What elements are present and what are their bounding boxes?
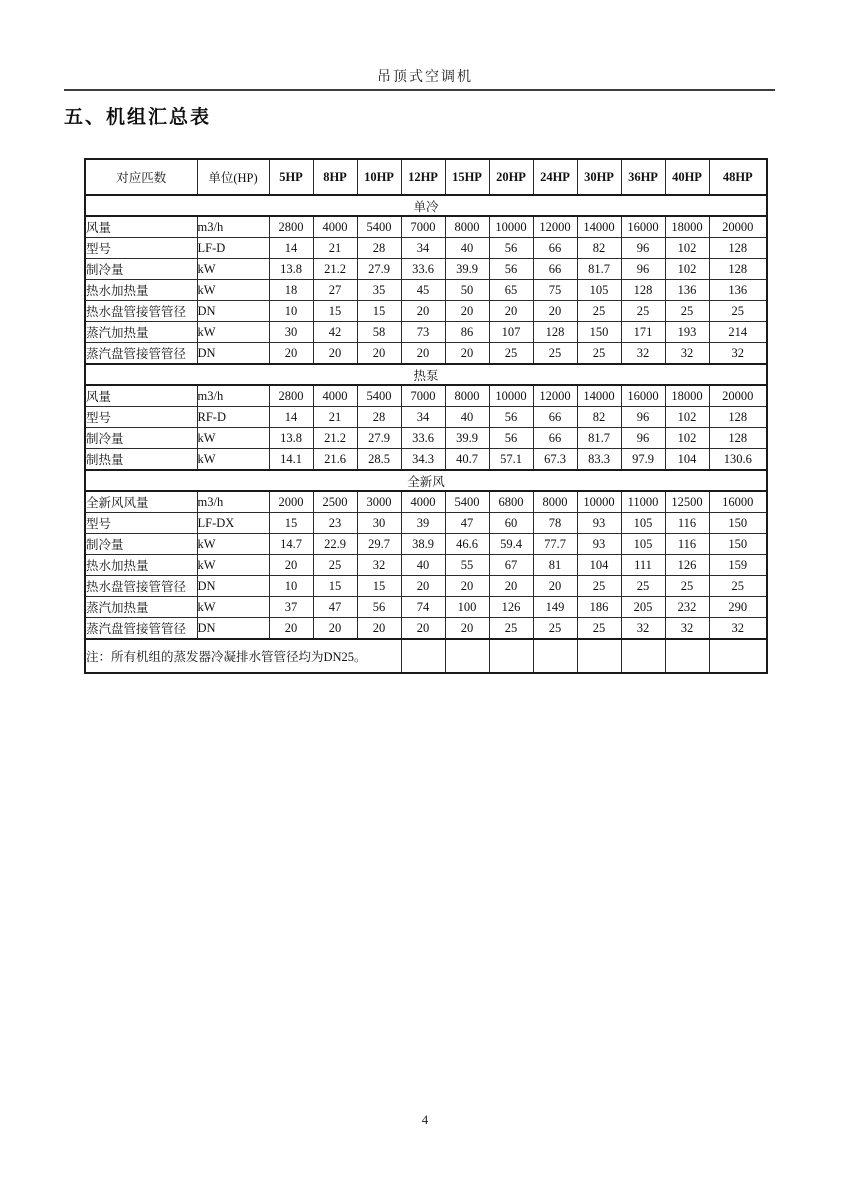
value-cell: 128 [621,280,665,301]
data-row [85,513,767,534]
section-title-row [85,470,767,491]
row-label-cell: 制热量 [85,449,197,471]
value-cell: 25 [577,343,621,365]
hp-column-header: 8HP [313,159,357,195]
value-cell: 12000 [533,216,577,238]
summary-table-container [84,158,768,674]
value-cell: 20 [357,618,401,640]
value-cell: 10000 [489,216,533,238]
value-cell: 16000 [621,216,665,238]
value-cell: 59.4 [489,534,533,555]
value-cell: 56 [489,428,533,449]
value-cell: 5400 [445,491,489,513]
value-cell: 128 [709,407,767,428]
value-cell: 15 [269,513,313,534]
value-cell: 10000 [577,491,621,513]
value-cell: 232 [665,597,709,618]
value-cell: 102 [665,259,709,280]
section-title-cell: 全新风 [85,470,767,491]
value-cell: 104 [665,449,709,471]
value-cell: 2800 [269,385,313,407]
value-cell: 7000 [401,385,445,407]
value-cell: 18 [269,280,313,301]
value-cell: 20 [269,555,313,576]
row-label-cell: 热水盘管接管管径 [85,576,197,597]
value-cell: 14.7 [269,534,313,555]
value-cell: 102 [665,407,709,428]
value-cell: 86 [445,322,489,343]
value-cell: 97.9 [621,449,665,471]
value-cell: 5400 [357,385,401,407]
value-cell: 126 [489,597,533,618]
row-unit-cell: LF-D [197,238,269,259]
value-cell: 2500 [313,491,357,513]
data-row [85,407,767,428]
value-cell: 81.7 [577,259,621,280]
row-label-cell: 制冷量 [85,428,197,449]
value-cell: 29.7 [357,534,401,555]
value-cell: 116 [665,534,709,555]
value-cell: 13.8 [269,259,313,280]
value-cell: 32 [665,618,709,640]
value-cell: 25 [665,576,709,597]
value-cell: 21 [313,407,357,428]
value-cell: 193 [665,322,709,343]
value-cell: 128 [709,428,767,449]
value-cell: 25 [489,618,533,640]
value-cell: 27.9 [357,259,401,280]
data-row [85,597,767,618]
value-cell: 20 [445,343,489,365]
value-cell: 20 [445,618,489,640]
value-cell: 20 [445,301,489,322]
row-unit-cell: kW [197,534,269,555]
value-cell: 15 [357,576,401,597]
row-label-cell: 制冷量 [85,259,197,280]
row-label-cell: 蒸汽盘管接管管径 [85,343,197,365]
note-empty-cell [489,639,533,673]
value-cell: 10 [269,301,313,322]
value-cell: 21.2 [313,259,357,280]
hp-column-header: 5HP [269,159,313,195]
value-cell: 32 [357,555,401,576]
row-label-cell: 型号 [85,407,197,428]
value-cell: 78 [533,513,577,534]
value-cell: 2000 [269,491,313,513]
value-cell: 57.1 [489,449,533,471]
value-cell: 105 [621,534,665,555]
value-cell: 60 [489,513,533,534]
value-cell: 10000 [489,385,533,407]
note-empty-cell [665,639,709,673]
header-label-cell: 对应匹数 [85,159,197,195]
value-cell: 20 [401,301,445,322]
row-unit-cell: kW [197,280,269,301]
data-row [85,428,767,449]
value-cell: 12000 [533,385,577,407]
data-row [85,343,767,365]
page-number: 4 [421,1112,429,1127]
value-cell: 96 [621,238,665,259]
hp-column-header: 36HP [621,159,665,195]
value-cell: 136 [665,280,709,301]
data-row [85,491,767,513]
value-cell: 25 [665,301,709,322]
value-cell: 18000 [665,385,709,407]
data-row [85,555,767,576]
value-cell: 65 [489,280,533,301]
row-label-cell: 制冷量 [85,534,197,555]
row-label-cell: 热水加热量 [85,555,197,576]
value-cell: 14000 [577,216,621,238]
value-cell: 81.7 [577,428,621,449]
row-label-cell: 热水盘管接管管径 [85,301,197,322]
value-cell: 50 [445,280,489,301]
value-cell: 20 [401,343,445,365]
value-cell: 25 [489,343,533,365]
data-row [85,576,767,597]
value-cell: 20 [401,576,445,597]
value-cell: 83.3 [577,449,621,471]
value-cell: 28 [357,407,401,428]
value-cell: 25 [621,301,665,322]
row-unit-cell: DN [197,618,269,640]
row-unit-cell: RF-D [197,407,269,428]
value-cell: 33.6 [401,428,445,449]
value-cell: 10 [269,576,313,597]
value-cell: 20 [357,343,401,365]
value-cell: 56 [489,259,533,280]
value-cell: 150 [709,513,767,534]
row-unit-cell: DN [197,301,269,322]
row-unit-cell: kW [197,555,269,576]
value-cell: 28 [357,238,401,259]
value-cell: 56 [489,407,533,428]
value-cell: 20000 [709,216,767,238]
value-cell: 32 [709,618,767,640]
value-cell: 128 [709,238,767,259]
value-cell: 18000 [665,216,709,238]
value-cell: 25 [313,555,357,576]
value-cell: 74 [401,597,445,618]
value-cell: 67 [489,555,533,576]
value-cell: 96 [621,428,665,449]
value-cell: 16000 [621,385,665,407]
value-cell: 34 [401,238,445,259]
table-header-row [85,159,767,195]
value-cell: 32 [665,343,709,365]
note-row [85,639,767,673]
value-cell: 56 [489,238,533,259]
data-row [85,534,767,555]
hp-column-header: 12HP [401,159,445,195]
row-unit-cell: kW [197,259,269,280]
value-cell: 15 [313,301,357,322]
value-cell: 13.8 [269,428,313,449]
value-cell: 20 [489,576,533,597]
value-cell: 100 [445,597,489,618]
value-cell: 20 [445,576,489,597]
value-cell: 32 [621,618,665,640]
value-cell: 7000 [401,216,445,238]
table-body [85,195,767,673]
header-rule [64,89,775,91]
row-unit-cell: m3/h [197,491,269,513]
value-cell: 35 [357,280,401,301]
value-cell: 4000 [313,385,357,407]
value-cell: 20 [269,343,313,365]
value-cell: 45 [401,280,445,301]
value-cell: 116 [665,513,709,534]
value-cell: 20 [533,576,577,597]
value-cell: 39.9 [445,259,489,280]
value-cell: 11000 [621,491,665,513]
value-cell: 42 [313,322,357,343]
value-cell: 4000 [401,491,445,513]
row-label-cell: 热水加热量 [85,280,197,301]
value-cell: 27 [313,280,357,301]
section-title-cell: 热泵 [85,364,767,385]
hp-column-header: 10HP [357,159,401,195]
value-cell: 12500 [665,491,709,513]
note-empty-cell [709,639,767,673]
value-cell: 4000 [313,216,357,238]
section-title-cell: 单冷 [85,195,767,216]
value-cell: 25 [577,301,621,322]
hp-column-header: 30HP [577,159,621,195]
value-cell: 23 [313,513,357,534]
value-cell: 130.6 [709,449,767,471]
value-cell: 66 [533,238,577,259]
value-cell: 96 [621,259,665,280]
value-cell: 75 [533,280,577,301]
value-cell: 20 [313,343,357,365]
row-label-cell: 型号 [85,238,197,259]
value-cell: 111 [621,555,665,576]
row-unit-cell: m3/h [197,385,269,407]
value-cell: 82 [577,238,621,259]
section-title-row [85,364,767,385]
section-title-row [85,195,767,216]
value-cell: 40 [445,407,489,428]
value-cell: 37 [269,597,313,618]
value-cell: 32 [709,343,767,365]
value-cell: 96 [621,407,665,428]
value-cell: 47 [313,597,357,618]
row-unit-cell: m3/h [197,216,269,238]
value-cell: 20 [401,618,445,640]
value-cell: 58 [357,322,401,343]
value-cell: 93 [577,513,621,534]
row-unit-cell: kW [197,449,269,471]
value-cell: 25 [577,576,621,597]
note-empty-cell [621,639,665,673]
value-cell: 104 [577,555,621,576]
data-row [85,238,767,259]
value-cell: 56 [357,597,401,618]
value-cell: 14 [269,238,313,259]
value-cell: 77.7 [533,534,577,555]
value-cell: 8000 [445,216,489,238]
data-row [85,280,767,301]
value-cell: 15 [357,301,401,322]
value-cell: 40 [445,238,489,259]
row-label-cell: 蒸汽加热量 [85,322,197,343]
note-cell: 注：所有机组的蒸发器冷凝排水管管径均为DN25。 [85,639,401,673]
value-cell: 5400 [357,216,401,238]
value-cell: 25 [709,576,767,597]
value-cell: 20000 [709,385,767,407]
value-cell: 66 [533,259,577,280]
row-unit-cell: kW [197,428,269,449]
value-cell: 81 [533,555,577,576]
value-cell: 102 [665,238,709,259]
value-cell: 14000 [577,385,621,407]
value-cell: 22.9 [313,534,357,555]
value-cell: 47 [445,513,489,534]
value-cell: 20 [313,618,357,640]
row-label-cell: 风量 [85,216,197,238]
value-cell: 55 [445,555,489,576]
value-cell: 34 [401,407,445,428]
note-empty-cell [533,639,577,673]
value-cell: 30 [357,513,401,534]
page-section-title: 五、机组汇总表 [64,107,212,128]
value-cell: 14.1 [269,449,313,471]
value-cell: 38.9 [401,534,445,555]
value-cell: 205 [621,597,665,618]
value-cell: 66 [533,407,577,428]
data-row [85,449,767,471]
data-row [85,385,767,407]
value-cell: 25 [621,576,665,597]
note-empty-cell [577,639,621,673]
value-cell: 14 [269,407,313,428]
value-cell: 40.7 [445,449,489,471]
row-unit-cell: LF-DX [197,513,269,534]
value-cell: 28.5 [357,449,401,471]
data-row [85,301,767,322]
value-cell: 3000 [357,491,401,513]
row-label-cell: 蒸汽加热量 [85,597,197,618]
value-cell: 214 [709,322,767,343]
value-cell: 66 [533,428,577,449]
header-unit-cell: 单位(HP) [197,159,269,195]
note-empty-cell [445,639,489,673]
value-cell: 107 [489,322,533,343]
value-cell: 6800 [489,491,533,513]
value-cell: 32 [621,343,665,365]
value-cell: 8000 [533,491,577,513]
value-cell: 186 [577,597,621,618]
value-cell: 171 [621,322,665,343]
value-cell: 27.9 [357,428,401,449]
value-cell: 39.9 [445,428,489,449]
page-header-title: 吊顶式空调机 [377,70,473,85]
hp-column-header: 15HP [445,159,489,195]
row-unit-cell: DN [197,576,269,597]
value-cell: 25 [709,301,767,322]
value-cell: 128 [709,259,767,280]
row-unit-cell: kW [197,597,269,618]
row-unit-cell: kW [197,322,269,343]
value-cell: 149 [533,597,577,618]
value-cell: 159 [709,555,767,576]
value-cell: 21.6 [313,449,357,471]
value-cell: 102 [665,428,709,449]
value-cell: 16000 [709,491,767,513]
value-cell: 20 [533,301,577,322]
value-cell: 290 [709,597,767,618]
value-cell: 8000 [445,385,489,407]
data-row [85,322,767,343]
value-cell: 25 [577,618,621,640]
row-label-cell: 全新风风量 [85,491,197,513]
value-cell: 82 [577,407,621,428]
row-label-cell: 风量 [85,385,197,407]
value-cell: 39 [401,513,445,534]
note-empty-cell [401,639,445,673]
value-cell: 73 [401,322,445,343]
value-cell: 25 [533,618,577,640]
hp-column-header: 48HP [709,159,767,195]
value-cell: 33.6 [401,259,445,280]
value-cell: 105 [577,280,621,301]
value-cell: 20 [269,618,313,640]
hp-column-header: 20HP [489,159,533,195]
value-cell: 150 [709,534,767,555]
hp-column-header: 40HP [665,159,709,195]
row-label-cell: 型号 [85,513,197,534]
value-cell: 21 [313,238,357,259]
value-cell: 150 [577,322,621,343]
hp-column-header: 24HP [533,159,577,195]
value-cell: 15 [313,576,357,597]
value-cell: 128 [533,322,577,343]
value-cell: 67.3 [533,449,577,471]
value-cell: 136 [709,280,767,301]
data-row [85,618,767,640]
data-row [85,259,767,280]
value-cell: 20 [489,301,533,322]
value-cell: 46.6 [445,534,489,555]
value-cell: 2800 [269,216,313,238]
row-label-cell: 蒸汽盘管接管管径 [85,618,197,640]
value-cell: 40 [401,555,445,576]
value-cell: 105 [621,513,665,534]
row-unit-cell: DN [197,343,269,365]
value-cell: 21.2 [313,428,357,449]
value-cell: 30 [269,322,313,343]
value-cell: 34.3 [401,449,445,471]
value-cell: 25 [533,343,577,365]
summary-table [84,158,768,674]
value-cell: 126 [665,555,709,576]
data-row [85,216,767,238]
value-cell: 93 [577,534,621,555]
